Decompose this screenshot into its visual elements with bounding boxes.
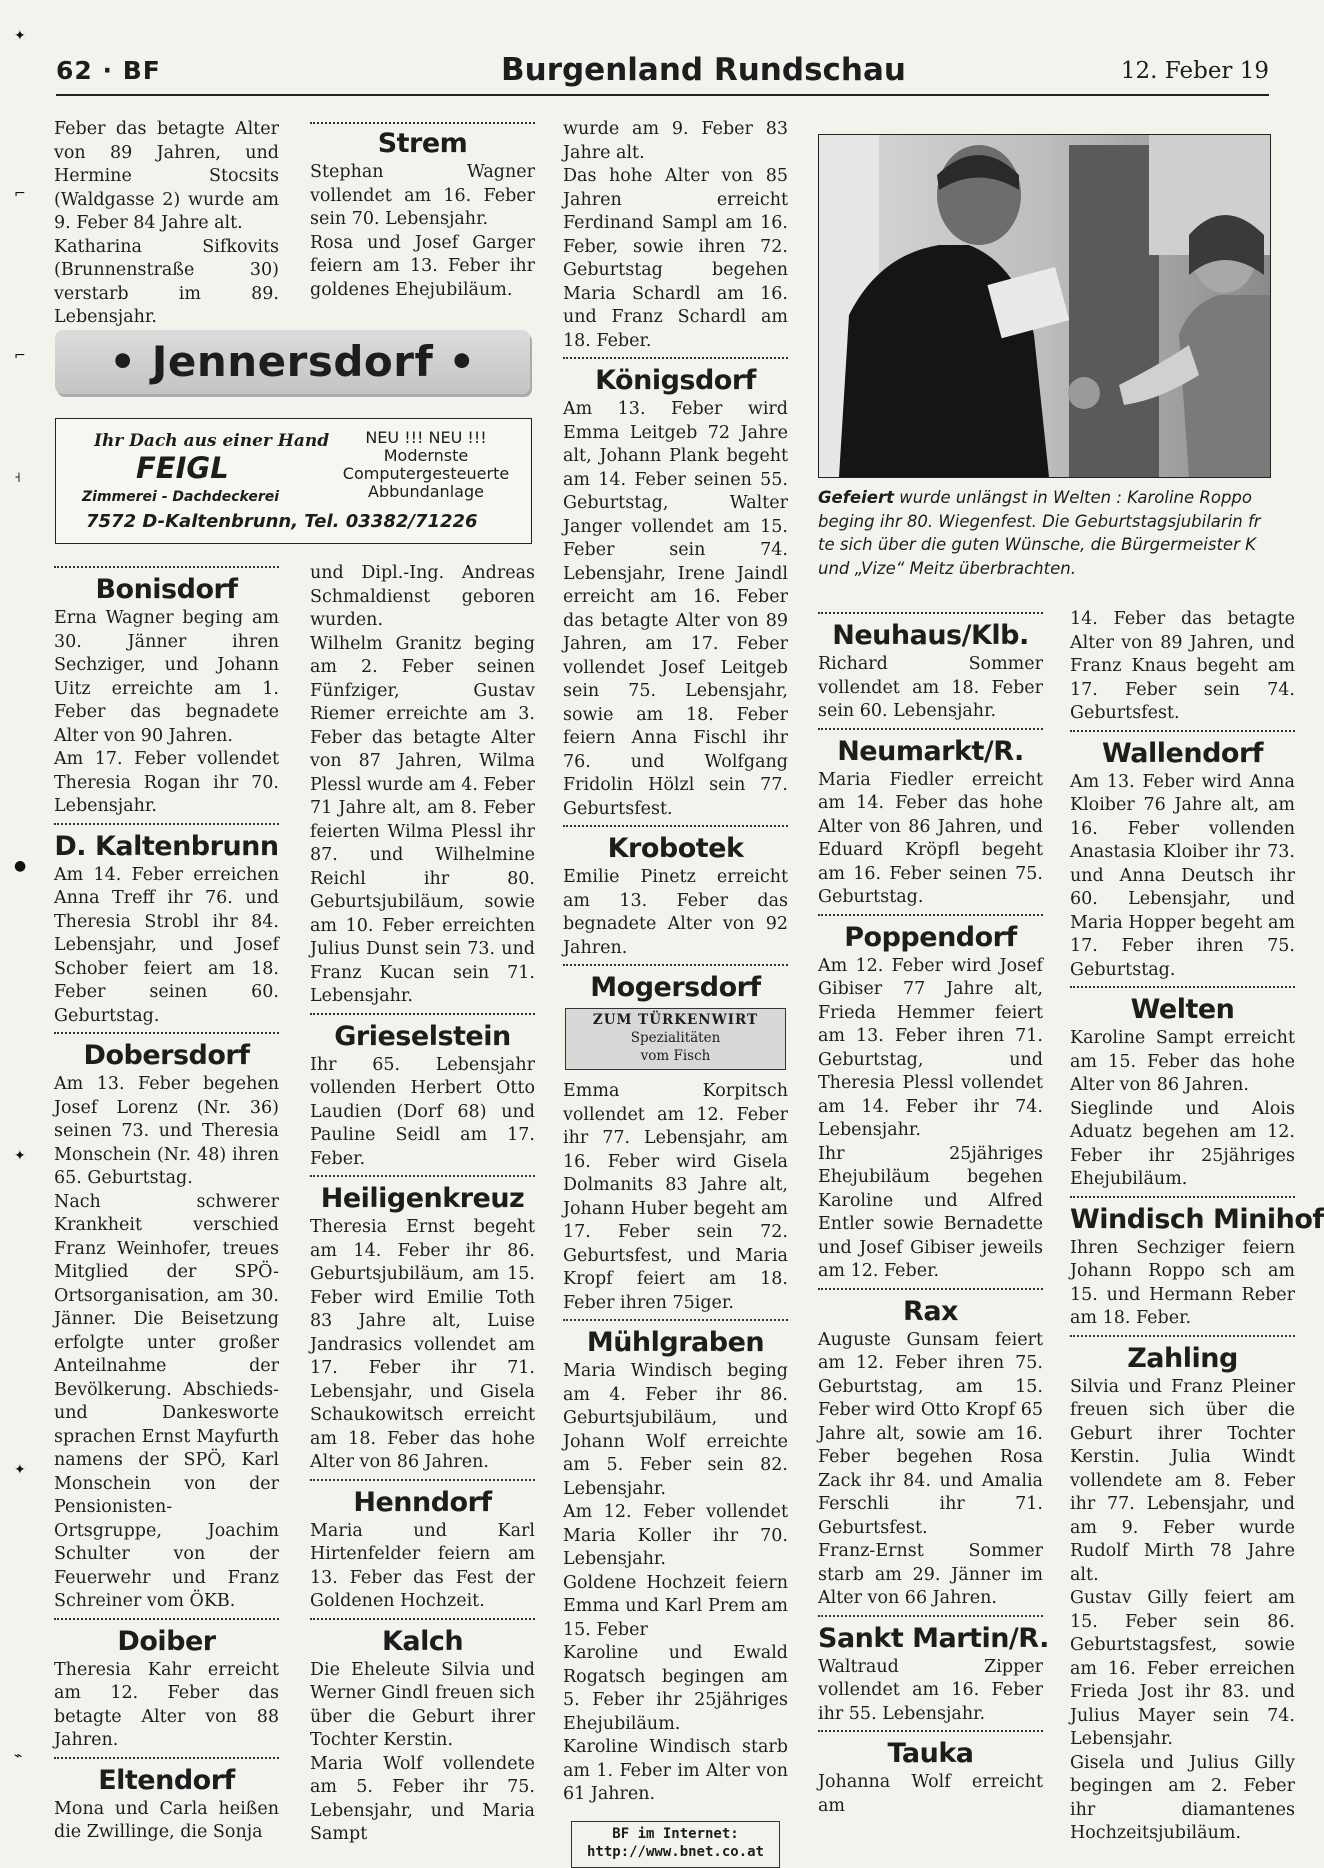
article-text: Waltraud Zipper vollendet am 16. Feber ihr 55. Lebensjahr. bbox=[818, 1656, 1043, 1724]
article-text: Gustav Gilly feiert am 15. Feber sein 86. Geburtstagsfest, sowie am 16. Feber erreichen Frieda Jost ihr 83. und Julius Mayer sein 74. Lebensjahr. bbox=[1070, 1588, 1295, 1749]
section-heading: Königsdorf bbox=[595, 365, 756, 396]
article-text: Am 12. Feber vollendet Maria Koller ihr 70. Lebensjahr. bbox=[563, 1502, 788, 1569]
section-mogersdorf bbox=[563, 960, 788, 1315]
section-poppendorf bbox=[818, 910, 1043, 1284]
section-heading: Bonisdorf bbox=[95, 574, 238, 605]
section-heading: Mogersdorf bbox=[590, 972, 761, 1003]
caption-bold: Gefeiert bbox=[818, 488, 894, 507]
section-heading: Mühlgraben bbox=[586, 1327, 765, 1358]
region-banner bbox=[55, 330, 530, 394]
article-text: Am 13. Feber wird Emma Leitgeb 72 Jahre alt, Johann Plank begeht am 14. Feber seinen 55. Geburtstag, Walter Janger vollendet am 15. Feber sein 74. Lebensjahr, Irene Jaindl erreicht am 16. Feber das betagte Alter von 89 Jahren, am 17. Feber vollendet Josef Leitgeb sein 75. Lebensjahr, sowie am 18. Feber feiern Anna Fischl ihr 76. und Wolfgang Fridolin Hölzl sein 77. Geburtsfest. bbox=[563, 399, 788, 819]
section-heading: Doiber bbox=[117, 1625, 216, 1657]
section-heading: Grieselstein bbox=[334, 1020, 511, 1052]
page-header bbox=[56, 52, 1269, 96]
section-dobersdorf bbox=[54, 1028, 279, 1614]
caption-line-2: beging ihr 80. Wiegenfest. Die Geburtstagsjubilarin fr bbox=[818, 511, 1261, 531]
article-text: Stephan Wagner vollendet am 16. Feber sein 70. Lebensjahr. bbox=[310, 162, 535, 229]
article-text: 14. Feber das betagte Alter von 89 Jahren, und Franz Knaus begeht am 17. Feber sein 74. Geburtsfest. bbox=[1070, 609, 1295, 723]
section-heading: Neumarkt/R. bbox=[837, 735, 1024, 767]
column2 bbox=[310, 562, 535, 1847]
section-doiber bbox=[54, 1614, 279, 1753]
section-eltendorf bbox=[54, 1753, 279, 1845]
section-neuhaus bbox=[818, 608, 1043, 724]
column1 bbox=[54, 562, 279, 1845]
section-heading: Zahling bbox=[1127, 1342, 1238, 1374]
section-heading: Neuhaus/Klb. bbox=[832, 620, 1029, 651]
column1-intro bbox=[54, 118, 279, 330]
article-text: Maria Fiedler erreicht am 14. Feber das hohe Alter von 86 Jahren, und Eduard Kröpfl begeht am 16. Feber seinen 75. Geburtstag. bbox=[818, 769, 1043, 907]
article-text: Ihren Sechziger feiern Johann Roppo sch am 15. und Hermann Reber am 18. Feber. bbox=[1070, 1237, 1295, 1328]
article-text: Auguste Gunsam feiert am 12. Feber ihren 75. Geburtstag, am 15. Feber wird Otto Kropf 65 Jahre alt, sowie am 16. Feber begehen Rosa Zack ihr 84. und Amalia Ferschli ihr 71. Geburtsfest. bbox=[818, 1329, 1043, 1538]
article-text: Richard Sommer vollendet am 18. Feber sein 60. Lebensjahr. bbox=[818, 654, 1043, 721]
scan-mark: ✦ bbox=[14, 1462, 26, 1478]
ad-line: Spezialitäten bbox=[630, 1030, 721, 1046]
internet-label: BF im Internet: bbox=[612, 1825, 739, 1842]
internet-url: http://www.bnet.co.at bbox=[586, 1843, 764, 1860]
section-neumarkt bbox=[818, 724, 1043, 910]
ad-new-line: NEU !!! NEU !!! bbox=[365, 428, 487, 447]
article-text: Am 17. Feber vollendet Theresia Rogan ihr 70. Lebensjahr. bbox=[54, 749, 279, 816]
section-heading: Eltendorf bbox=[98, 1764, 235, 1796]
section-kalch bbox=[310, 1614, 535, 1847]
article-text: Katharina Sifkovits (Brunnenstraße 30) verstarb im 89. Lebensjahr. bbox=[54, 236, 279, 327]
section-heading: Wallendorf bbox=[1101, 737, 1264, 769]
ad-announcement bbox=[326, 429, 526, 501]
section-d-kaltenbrunn bbox=[54, 819, 279, 1029]
caption-line-4: und „Vize“ Meitz überbrachten. bbox=[818, 558, 1076, 578]
ad-title: ZUM TÜRKENWIRT bbox=[592, 1012, 759, 1028]
column5 bbox=[1070, 608, 1324, 1843]
caption-line-3: te sich über die guten Wünsche, die Bürgermeister K bbox=[818, 535, 1256, 554]
article-text: Am 13. Feber begehen Josef Lorenz (Nr. 36) seinen 73. und Theresia Monschein (Nr. 48) ihren 65. Geburtstag. bbox=[54, 1074, 279, 1188]
section-henndorf bbox=[310, 1475, 535, 1614]
section-heiligenkreuz bbox=[310, 1171, 535, 1475]
section-zahling bbox=[1070, 1331, 1295, 1846]
ad-company-name: FEIGL bbox=[136, 451, 229, 485]
section-heading: Tauka bbox=[887, 1738, 974, 1769]
section-muehlgraben bbox=[563, 1315, 788, 1807]
article-text: Am 14. Feber erreichen Anna Treff ihr 76. und Theresia Strobl ihr 84. Lebensjahr, und Josef Schober feiert am 18. Feber seinen 60. Geburtstag. bbox=[54, 864, 279, 1026]
article-text: Wilhelm Granitz beging am 2. Feber seinen Fünfziger, Gustav Riemer erreichte am 3. Feber das betagte Alter von 87 Jahren, Wilma Plessl wurde am 4. Feber 71 Jahre alt, am 8. Feber feierten Wilma Plessl ihr 87. und Wilhelmine Reichl ihr 80. Geburtsjubiläum, sowie am 10. Feber erreichten Julius Dunst sein 73. und Franz Kucan sein 71. Lebensjahr. bbox=[310, 633, 535, 1006]
section-rax bbox=[818, 1284, 1043, 1611]
section-heading: Krobotek bbox=[607, 833, 744, 864]
scan-gutter bbox=[0, 0, 40, 1800]
photo-caption bbox=[818, 486, 1269, 580]
article-text: Rosa und Josef Garger feiern am 13. Feber ihr goldenes Ehejubiläum. bbox=[310, 232, 535, 300]
article-text: Erna Wagner beging am 30. Jänner ihren Sechziger, und Johann Uitz erreichte am 1. Feber das begnadete Alter von 90 Jahren. bbox=[54, 608, 279, 746]
ad-new-line: Modernste bbox=[383, 446, 469, 465]
internet-box bbox=[571, 1821, 780, 1868]
advertisement-feigl bbox=[55, 418, 532, 544]
ad-tagline: Ihr Dach aus einer Hand bbox=[94, 431, 330, 451]
page-label: 62 · BF bbox=[56, 56, 161, 85]
scan-mark: ● bbox=[14, 858, 27, 874]
column2-intro bbox=[310, 118, 535, 302]
column3 bbox=[563, 118, 788, 1868]
ad-subtitle: Zimmerei - Dachdeckerei bbox=[82, 489, 280, 505]
article-text: Feber das betagte Alter von 89 Jahren, und Hermine Stocsits (Waldgasse 2) wurde am 9. Feber 84 Jahre alt. bbox=[54, 119, 279, 233]
advertisement-tuerkenwirt bbox=[565, 1008, 786, 1070]
caption-text: wurde unlängst in Welten : Karoline Roppo bbox=[899, 488, 1253, 507]
article-text: Das hohe Alter von 85 Jahren erreicht Ferdinand Sampl am 16. Feber, sowie ihren 72. Geburtstag begehen Maria Schardl am 16. und Franz Schardl am 18. Feber. bbox=[563, 166, 788, 351]
section-heading: Strem bbox=[377, 128, 468, 159]
article-text: Maria Wolf vollendete am 5. Feber ihr 75. Lebensjahr, und Maria Sampt bbox=[310, 1753, 535, 1844]
article-text: Goldene Hochzeit feiern Emma und Karl Prem am 15. Feber bbox=[563, 1572, 788, 1640]
article-text: Sieglinde und Alois Aduatz begehen am 12. Feber ihr 25jähriges Ehejubiläum. bbox=[1070, 1098, 1295, 1189]
section-bonisdorf bbox=[54, 562, 279, 819]
article-text: Am 12. Feber wird Josef Gibiser 77 Jahre alt, Frieda Hemmer feiert am 13. Feber ihren 71. Geburtstag, und Theresia Plessl vollendet am 14. Feber ihr 74. Lebensjahr. bbox=[818, 955, 1043, 1140]
issue-date: 12. Feber 19 bbox=[1120, 58, 1269, 84]
article-text: Maria und Karl Hirtenfelder feiern am 13. Feber das Fest der Goldenen Hochzeit. bbox=[310, 1520, 535, 1611]
article-text: Ihr 65. Lebensjahr vollenden Herbert Otto Laudien (Dorf 68) und Pauline Seidl am 17. Feber. bbox=[310, 1054, 535, 1169]
article-text: wurde am 9. Feber 83 Jahre alt. bbox=[563, 119, 788, 163]
section-strem bbox=[310, 118, 535, 302]
scan-mark: ✦ bbox=[14, 28, 26, 44]
article-text: Karoline und Ewald Rogatsch begingen am 5. Feber ihr 25jähriges Ehejubiläum. bbox=[563, 1643, 788, 1734]
section-welten bbox=[1070, 982, 1295, 1192]
ad-new-line: Computergesteuerte bbox=[342, 464, 510, 483]
article-text: Nach schwerer Krankheit verschied Franz Weinhofer, treues Mitglied der SPÖ-Ortsorganisation, am 30. Jänner. Die Beisetzung erfolgte unter großer Anteilnahme der Bevölkerung. Abschieds- und Dankesworte sprachen Ernst Mayfurth namens der SPÖ, Karl Monschein von der Pensionisten-Ortsgruppe, Joachim Schulter von der Feuerwehr und Franz Schreiner vom ÖKB. bbox=[54, 1191, 279, 1611]
column4 bbox=[818, 608, 1049, 1818]
section-heading: Poppendorf bbox=[844, 921, 1017, 953]
article-text: Mona und Carla heißen die Zwillinge, die Sonja bbox=[54, 1798, 279, 1842]
section-koenigsdorf bbox=[563, 353, 788, 821]
article-text: Theresia Ernst begeht am 14. Feber ihr 86. Geburtsjubiläum, am 15. Feber wird Emilie Toth 83 Jahre alt, Luise Jandrasics vollendet am 17. Feber ihr 71. Lebensjahr, und Gisela Schaukowitsch erreicht am 18. Feber das hohe Alter von 86 Jahren. bbox=[310, 1217, 535, 1472]
scan-mark: ⌁ bbox=[14, 1748, 23, 1764]
section-heading: Welten bbox=[1130, 994, 1235, 1025]
region-banner-title: • Jennersdorf • bbox=[109, 337, 476, 386]
article-text: Karoline Windisch starb am 1. Feber im Alter von 61 Jahren. bbox=[563, 1737, 788, 1804]
article-text: Franz-Ernst Sommer starb am 29. Jänner im Alter von 66 Jahren. bbox=[818, 1541, 1043, 1608]
scan-mark: ✦ bbox=[14, 1148, 26, 1164]
news-photo bbox=[818, 134, 1271, 478]
section-heading: Heiligenkreuz bbox=[320, 1183, 525, 1214]
section-windisch-minihof bbox=[1070, 1192, 1324, 1331]
article-text: Ihr 25jähriges Ehejubiläum begehen Karoline und Alfred Entler sowie Bernadette und Josef Gibiser jeweils am 12. Feber. bbox=[818, 1143, 1043, 1281]
ad-new-line: Abbundanlage bbox=[368, 482, 484, 501]
article-text: Karoline Sampt erreicht am 15. Feber das hohe Alter von 86 Jahren. bbox=[1070, 1028, 1295, 1095]
article-text: Gisela und Julius Gilly begingen am 2. Feber ihr diamantenes Hochzeitsjubiläum. bbox=[1070, 1752, 1295, 1843]
article-text: Johanna Wolf erreicht am bbox=[818, 1772, 1043, 1816]
article-text: und Dipl.-Ing. Andreas Schmaldienst geboren wurden. bbox=[310, 563, 535, 630]
caption-line-1 bbox=[818, 486, 1269, 510]
section-tauka bbox=[818, 1726, 1043, 1818]
section-heading: Dobersdorf bbox=[83, 1040, 250, 1071]
scan-mark: ⌐ bbox=[14, 186, 26, 202]
section-wallendorf bbox=[1070, 726, 1295, 983]
section-heading: Windisch Minihof bbox=[1070, 1203, 1324, 1235]
article-text: Theresia Kahr erreicht am 12. Feber das betagte Alter von 88 Jahren. bbox=[54, 1659, 279, 1750]
paper-title: Burgenland Rundschau bbox=[501, 52, 906, 88]
article-text: Emma Korpitsch vollendet am 12. Feber ihr 77. Lebensjahr, am 16. Feber wird Gisela Dolmanits 83 Jahre alt, Johann Huber begeht am 17. Feber sein 72. Geburtsfest, und Maria Kropf feiert am 18. Feber ihren 75iger. bbox=[563, 1081, 788, 1313]
section-sankt-martin bbox=[818, 1611, 1049, 1727]
article-text: Emilie Pinetz erreicht am 13. Feber das begnadete Alter von 92 Jahren. bbox=[563, 867, 788, 958]
section-heading: Kalch bbox=[381, 1625, 464, 1657]
section-grieselstein bbox=[310, 1009, 535, 1172]
column5-inner bbox=[1070, 608, 1324, 1846]
ad-address: 7572 D-Kaltenbrunn, Tel. 03382/71226 bbox=[86, 511, 478, 532]
scan-mark: ⌐ bbox=[14, 348, 26, 364]
section-heading: D. Kaltenbrunn bbox=[54, 830, 279, 862]
section-heading: Sankt Martin/R. bbox=[818, 1622, 1049, 1654]
scan-mark: ˧ bbox=[14, 470, 21, 486]
photo-illustration bbox=[819, 135, 1270, 477]
section-heading: Rax bbox=[903, 1295, 958, 1327]
section-krobotek bbox=[563, 821, 788, 960]
article-text: Die Eheleute Silvia und Werner Gindl freuen sich über die Geburt ihrer Tochter Kerstin. bbox=[310, 1659, 535, 1750]
article-text: Silvia und Franz Pleiner freuen sich über die Geburt ihrer Tochter Kerstin. Julia Windt vollendete am 8. Feber ihr 77. Lebensjahr, und am 9. Feber wurde Rudolf Mirth 78 Jahre alt. bbox=[1070, 1376, 1295, 1585]
article-text: Maria Windisch beging am 4. Feber ihr 86. Geburtsjubiläum, und Johann Wolf erreichte am 5. Feber sein 82. Lebensjahr. bbox=[563, 1361, 788, 1499]
article-text: Am 13. Feber wird Anna Kloiber 76 Jahre alt, am 16. Feber vollenden Anastasia Kloiber ihr 73. und Anna Deutsch ihr 60. Lebensjahr, und Maria Hopper begeht am 17. Feber ihren 75. Geburtstag. bbox=[1070, 771, 1295, 980]
section-heading: Henndorf bbox=[353, 1486, 492, 1518]
ad-line: vom Fisch bbox=[640, 1048, 711, 1064]
